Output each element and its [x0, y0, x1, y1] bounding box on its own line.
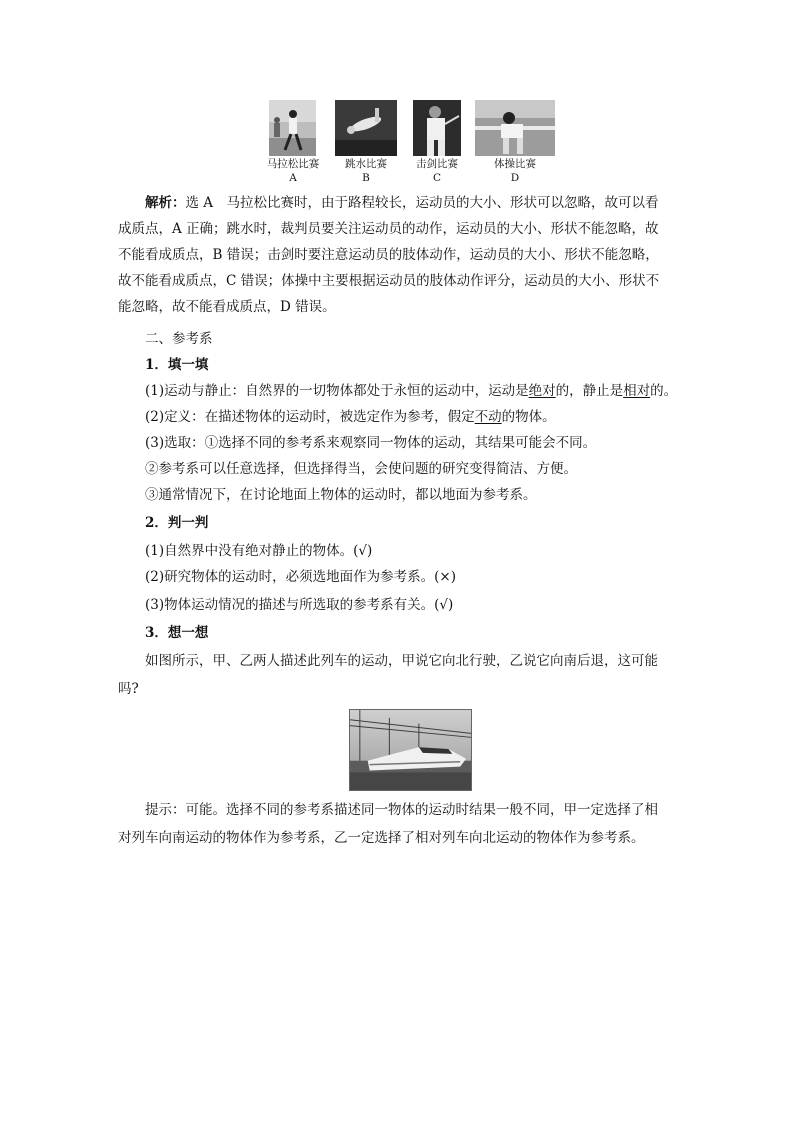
- gymnastics-photo: [475, 100, 555, 156]
- analysis-line: 不能看成质点，B 错误；击剑时要注意运动员的肢体动作，运动员的大小、形状不能忽略，: [118, 247, 659, 263]
- caption-text: 击剑比赛: [416, 158, 458, 170]
- analysis-line: 能忽略，故不能看成质点，D 错误。: [118, 299, 336, 315]
- marathon-photo: [269, 100, 316, 156]
- item-text: (1)运动与静止：自然界的一切物体都处于永恒的运动中，运动是: [145, 383, 529, 399]
- caption-letter: C: [432, 172, 442, 184]
- question-line: 吗?: [118, 681, 139, 697]
- figure-caption-d: [482, 157, 548, 185]
- caption-letter: A: [289, 172, 297, 184]
- analysis-line: [145, 193, 659, 213]
- answer-blank: 相对: [623, 383, 651, 399]
- subsection-heading: 3．想一想: [145, 625, 209, 641]
- fencing-photo: [413, 100, 461, 156]
- subsection-heading: 1．填一填: [145, 357, 209, 373]
- fill-item-1: [145, 381, 677, 401]
- item-text: 的。: [650, 383, 678, 399]
- caption-text: 体操比赛: [494, 158, 536, 170]
- fill-item-4: ②参考系可以任意选择，但选择得当，会使问题的研究变得简洁、方便。: [145, 461, 577, 477]
- hint-line: 对列车向南运动的物体作为参考系，乙一定选择了相对列车向北运动的物体作为参考系。: [118, 830, 645, 846]
- item-text: 的物体。: [501, 409, 556, 425]
- analysis-label: 解析：: [145, 195, 186, 211]
- caption-letter: D: [510, 172, 520, 184]
- answer-blank: 绝对: [528, 383, 556, 399]
- caption-text: 马拉松比赛: [266, 158, 320, 170]
- fill-item-3: (3)选取：①选择不同的参考系来观察同一物体的运动，其结果可能会不同。: [145, 435, 597, 451]
- fill-item-5: ③通常情况下，在讨论地面上物体的运动时，都以地面为参考系。: [145, 487, 537, 503]
- analysis-text: 选 A 马拉松比赛时，由于路程较长，运动员的大小、形状可以忽略，故可以看: [185, 195, 659, 211]
- subsection-heading: 2．判一判: [145, 515, 209, 531]
- analysis-line: 故不能看成质点，C 错误；体操中主要根据运动员的肢体动作评分，运动员的大小、形状不: [118, 273, 660, 289]
- figure-caption-a: [260, 157, 326, 185]
- analysis-line: 成质点，A 正确；跳水时，裁判员要关注运动员的动作，运动员的大小、形状不能忽略，故: [118, 221, 659, 237]
- hint-line: 提示：可能。选择不同的参考系描述同一物体的运动时结果一般不同，甲一定选择了相: [145, 802, 658, 818]
- figure-caption-b: [333, 157, 399, 185]
- diving-photo: [335, 100, 397, 156]
- section-heading: 二、参考系: [145, 331, 213, 347]
- judge-item: (2)研究物体的运动时，必须选地面作为参考系。(×): [145, 569, 456, 585]
- judge-item: (1)自然界中没有绝对静止的物体。(√): [145, 543, 373, 559]
- item-text: 的，静止是: [555, 383, 624, 399]
- caption-letter: B: [362, 172, 370, 184]
- judge-item: (3)物体运动情况的描述与所选取的参考系有关。(√): [145, 597, 454, 613]
- caption-text: 跳水比赛: [345, 158, 387, 170]
- figure-caption-c: [404, 157, 470, 185]
- train-photo: [349, 709, 472, 791]
- fill-item-2: [145, 407, 556, 427]
- answer-blank: 不动: [474, 409, 502, 425]
- question-line: 如图所示，甲、乙两人描述此列车的运动，甲说它向北行驶，乙说它向南后退，这可能: [145, 653, 658, 669]
- item-text: (2)定义：在描述物体的运动时，被选定作为参考，假定: [145, 409, 475, 425]
